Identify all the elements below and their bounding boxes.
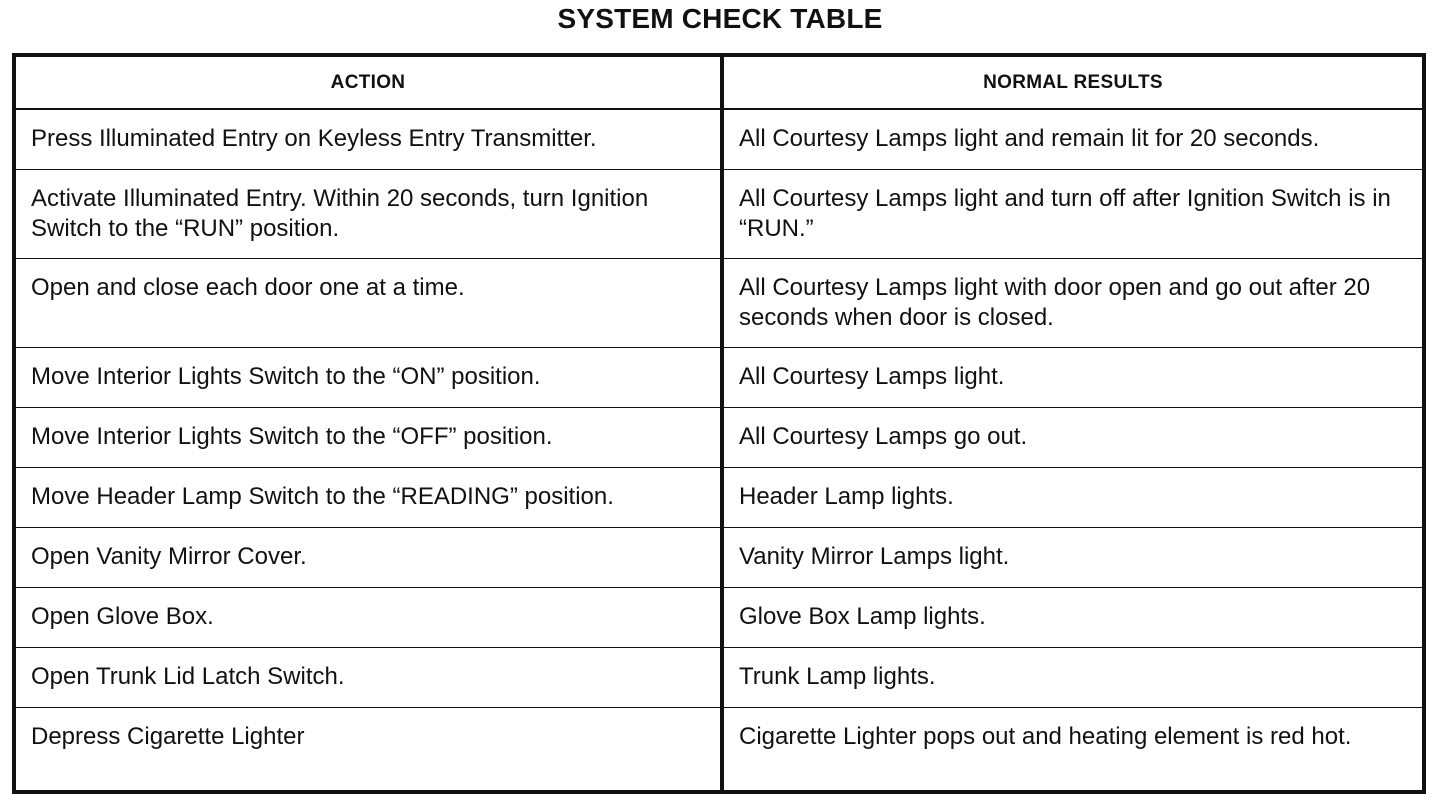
action-cell: Move Header Lamp Switch to the “READING” position. xyxy=(16,467,722,527)
column-header-normal-results: NORMAL RESULTS xyxy=(722,57,1422,109)
table-row xyxy=(16,347,1422,407)
result-cell: All Courtesy Lamps light. xyxy=(722,347,1422,407)
result-cell: Header Lamp lights. xyxy=(722,467,1422,527)
table-row xyxy=(16,169,1422,258)
result-cell: All Courtesy Lamps light and remain lit for 20 seconds. xyxy=(722,109,1422,169)
result-cell: Glove Box Lamp lights. xyxy=(722,587,1422,647)
result-cell: All Courtesy Lamps light with door open and go out after 20 seconds when door is closed. xyxy=(722,258,1422,347)
action-cell: Open Glove Box. xyxy=(16,587,722,647)
table-row xyxy=(16,407,1422,467)
column-header-action: ACTION xyxy=(16,57,722,109)
result-cell: All Courtesy Lamps go out. xyxy=(722,407,1422,467)
table-header-row xyxy=(16,57,1422,109)
action-cell: Open Vanity Mirror Cover. xyxy=(16,527,722,587)
action-cell: Press Illuminated Entry on Keyless Entry Transmitter. xyxy=(16,109,722,169)
table-row xyxy=(16,258,1422,347)
table-row xyxy=(16,647,1422,707)
table-row xyxy=(16,707,1422,791)
result-cell: Vanity Mirror Lamps light. xyxy=(722,527,1422,587)
page-title: SYSTEM CHECK TABLE xyxy=(557,3,883,34)
action-cell: Move Interior Lights Switch to the “OFF” position. xyxy=(16,407,722,467)
table-row xyxy=(16,467,1422,527)
action-cell: Activate Illuminated Entry. Within 20 seconds, turn Ignition Switch to the “RUN” position. xyxy=(16,169,722,258)
result-cell: All Courtesy Lamps light and turn off after Ignition Switch is in “RUN.” xyxy=(722,169,1422,258)
action-cell: Depress Cigarette Lighter xyxy=(16,707,722,791)
action-cell: Move Interior Lights Switch to the “ON” position. xyxy=(16,347,722,407)
table-row xyxy=(16,527,1422,587)
action-cell: Open Trunk Lid Latch Switch. xyxy=(16,647,722,707)
table-row xyxy=(16,109,1422,169)
table xyxy=(16,57,1422,791)
result-cell: Trunk Lamp lights. xyxy=(722,647,1422,707)
action-cell: Open and close each door one at a time. xyxy=(16,258,722,347)
table-row xyxy=(16,587,1422,647)
system-check-table xyxy=(12,53,1426,794)
result-cell: Cigarette Lighter pops out and heating element is red hot. xyxy=(739,722,1352,750)
